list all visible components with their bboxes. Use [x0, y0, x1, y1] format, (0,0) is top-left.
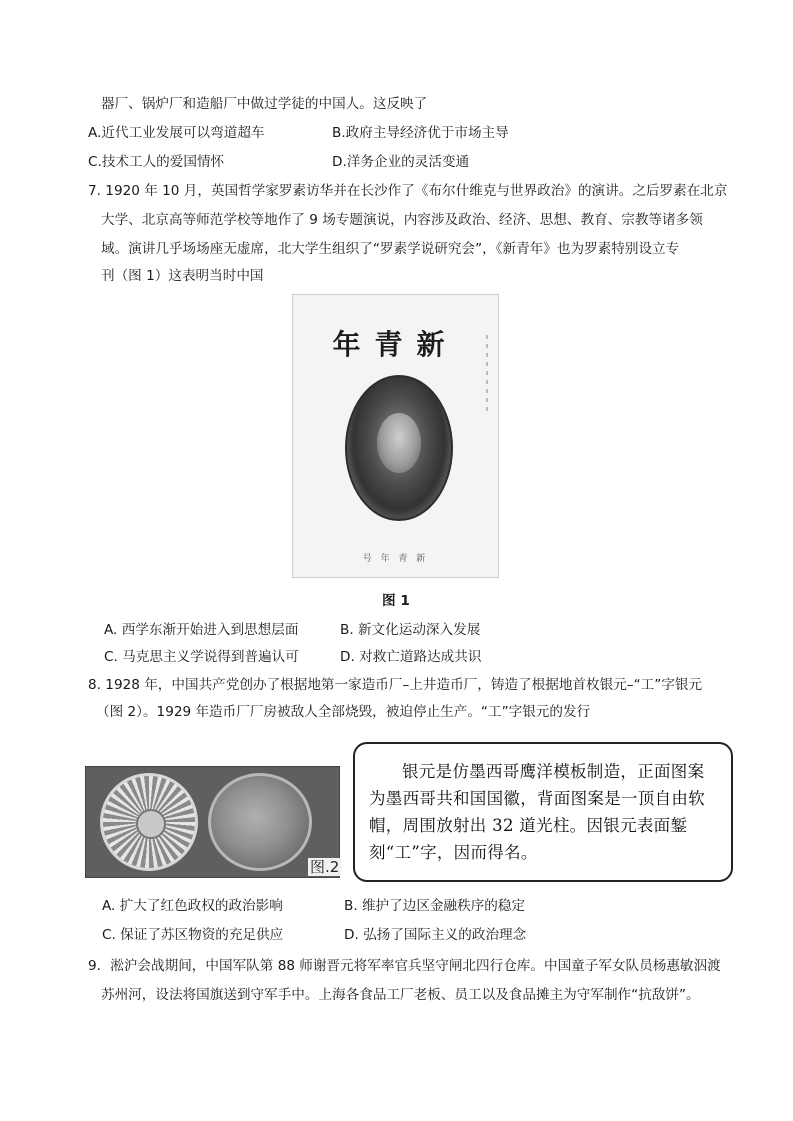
q6-option-a[interactable]: A.近代工业发展可以弯道超车: [88, 125, 265, 141]
russell-portrait: [345, 375, 453, 521]
silver-coin-info-box: [353, 742, 733, 882]
coin-center: [136, 809, 166, 839]
coin-obverse: [100, 773, 198, 871]
q7-option-a[interactable]: A. 西学东渐开始进入到思想层面: [104, 622, 299, 638]
q8-option-a[interactable]: A. 扩大了红色政权的政治影响: [102, 898, 283, 914]
coin-reverse: [208, 773, 312, 871]
figure-1-magazine-cover: [292, 294, 499, 578]
q7-option-c[interactable]: C. 马克思主义学说得到普遍认可: [104, 649, 299, 665]
q6-option-c[interactable]: C.技术工人的爱国情怀: [88, 154, 225, 170]
figure-2-label: 图.2: [310, 858, 340, 876]
q8-stem-line-1: 8. 1928 年，中国共产党创办了根据地第一家造币厂–上井造币厂，铸造了根据地首枚银元–“工”字银元: [88, 677, 703, 693]
q7-stem-line-3: 域。演讲几乎场场座无虚席，北大学生组织了“罗素学说研究会”，《新青年》也为罗素特别设立专: [101, 241, 680, 257]
q6-stem-tail: 器厂、锅炉厂和造船厂中做过学徒的中国人。这反映了: [101, 96, 428, 112]
q7-stem-line-1: 7. 1920 年 10 月，英国哲学家罗素访华并在长沙作了《布尔什维克与世界政治》的演讲。之后罗素在北京: [88, 183, 728, 199]
q8-option-c[interactable]: C. 保证了苏区物资的充足供应: [102, 927, 284, 943]
q8-option-b[interactable]: B. 维护了边区金融秩序的稳定: [344, 898, 526, 914]
q7-option-b[interactable]: B. 新文化运动深入发展: [340, 622, 481, 638]
q6-option-b[interactable]: B.政府主导经济优于市场主导: [332, 125, 509, 141]
figure-2-coin-photo: [85, 766, 340, 878]
q7-option-d[interactable]: D. 对救亡道路达成共识: [340, 649, 482, 665]
q8-stem-line-2: （图 2）。1929 年造币厂厂房被敌人全部烧毁，被迫停止生产。“工”字银元的发行: [96, 704, 591, 720]
portrait-face: [377, 413, 421, 473]
cover-side-marks: [486, 335, 488, 415]
q9-stem-line-1: 9．淞沪会战期间，中国军队第 88 师谢晋元将军率官兵坚守闸北四行仓库。中国童子军女队员杨惠敏泅渡: [88, 958, 721, 974]
figure-1-caption: 图 1: [382, 593, 410, 609]
q8-option-d[interactable]: D. 弘扬了国际主义的政治理念: [344, 927, 527, 943]
q9-stem-line-2: 苏州河，设法将国旗送到守军手中。上海各食品工厂老板、员工以及食品摊主为守军制作“抗敌饼”。: [101, 987, 700, 1003]
magazine-title: 年青新: [332, 328, 459, 361]
magazine-footer: 号 年 青 新: [362, 554, 429, 564]
q7-stem-line-2: 大学、北京高等师范学校等地作了 9 场专题演说，内容涉及政治、经济、思想、教育、宗教等诸多领: [101, 212, 703, 228]
q7-stem-line-4: 刊（图 1）这表明当时中国: [101, 268, 264, 284]
q6-option-d[interactable]: D.洋务企业的灵活变通: [332, 154, 470, 170]
silver-coin-info-text: 银元是仿墨西哥鹰洋模板制造，正面图案为墨西哥共和国国徽，背面图案是一顶自由软帽，周围放射出 32 道光柱。因银元表面錾刻“工”字，因而得名。: [369, 762, 705, 862]
